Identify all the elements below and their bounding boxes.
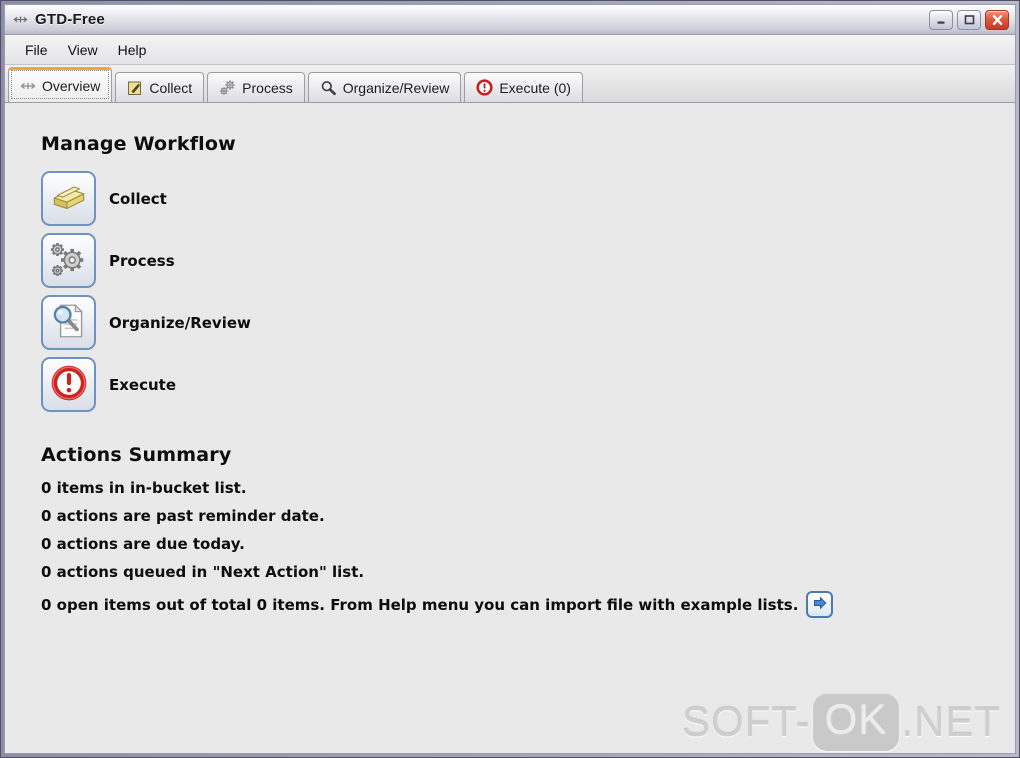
window-inner	[4, 4, 1016, 754]
alert-icon	[48, 362, 90, 408]
arrow-right-icon	[812, 595, 828, 615]
collect-button[interactable]	[41, 171, 96, 226]
workflow-row-process	[41, 233, 1015, 288]
close-icon	[992, 15, 1003, 25]
minimize-icon	[936, 15, 947, 25]
workflow-heading: Manage Workflow	[41, 133, 236, 155]
import-example-button[interactable]	[806, 591, 833, 618]
summary-line: 0 items in in-bucket list.	[41, 479, 247, 497]
note-pencil-icon	[127, 80, 143, 96]
workflow-row-organize	[41, 295, 1015, 350]
organize-review-button[interactable]	[41, 295, 96, 350]
workflow-item-label: Process	[109, 251, 175, 270]
window-title: GTD-Free	[35, 11, 105, 28]
magnifier-document-icon	[48, 300, 90, 346]
tab-collect[interactable]	[115, 72, 204, 102]
footer-row	[41, 591, 1015, 618]
notes-stack-icon	[48, 176, 90, 222]
process-button[interactable]	[41, 233, 96, 288]
workflow-item-label: Organize/Review	[109, 313, 251, 332]
summary-heading: Actions Summary	[41, 444, 232, 466]
menu-help[interactable]: Help	[117, 41, 147, 58]
summary-line: 0 actions are due today.	[41, 535, 245, 553]
tab-execute[interactable]	[464, 72, 583, 102]
minimize-button[interactable]	[929, 10, 953, 30]
tab-label: Collect	[149, 79, 193, 96]
tab-process[interactable]	[207, 72, 305, 102]
window-controls	[929, 10, 1009, 30]
tab-label: Execute (0)	[499, 79, 571, 96]
workflow-row-collect	[41, 171, 1015, 226]
alert-icon	[476, 79, 493, 96]
menu-file[interactable]: File	[25, 41, 48, 58]
execute-button[interactable]	[41, 357, 96, 412]
watermark-badge: OK	[813, 693, 900, 751]
overview-panel	[5, 103, 1015, 753]
tab-overview[interactable]	[8, 67, 112, 102]
gears-icon	[48, 238, 90, 284]
title-bar	[5, 5, 1015, 35]
maximize-button[interactable]	[957, 10, 981, 30]
footer-text: 0 open items out of total 0 items. From Help menu you can import file with example lists.	[41, 595, 799, 614]
gears-icon	[219, 80, 236, 96]
workflow-item-label: Execute	[109, 375, 177, 394]
menu-bar	[5, 35, 1015, 65]
tab-strip	[5, 65, 1015, 103]
tab-organize-review[interactable]	[308, 72, 462, 102]
soft-ok-net-watermark	[682, 693, 1001, 751]
magnifier-icon	[320, 80, 337, 96]
close-button[interactable]	[985, 10, 1009, 30]
summary-line: 0 actions queued in "Next Action" list.	[41, 563, 365, 581]
maximize-icon	[964, 15, 975, 25]
tab-label: Organize/Review	[342, 79, 450, 96]
workflow-item-label: Collect	[109, 189, 167, 208]
watermark-left: SOFT-	[681, 698, 811, 745]
summary-line: 0 actions are past reminder date.	[41, 507, 325, 525]
app-icon	[13, 12, 29, 28]
workflow-icon	[20, 78, 36, 94]
menu-view[interactable]: View	[67, 41, 98, 58]
tab-label: Overview	[42, 78, 101, 94]
workflow-row-execute	[41, 357, 1015, 412]
tab-label: Process	[242, 79, 293, 96]
watermark-right: .NET	[901, 698, 1001, 745]
